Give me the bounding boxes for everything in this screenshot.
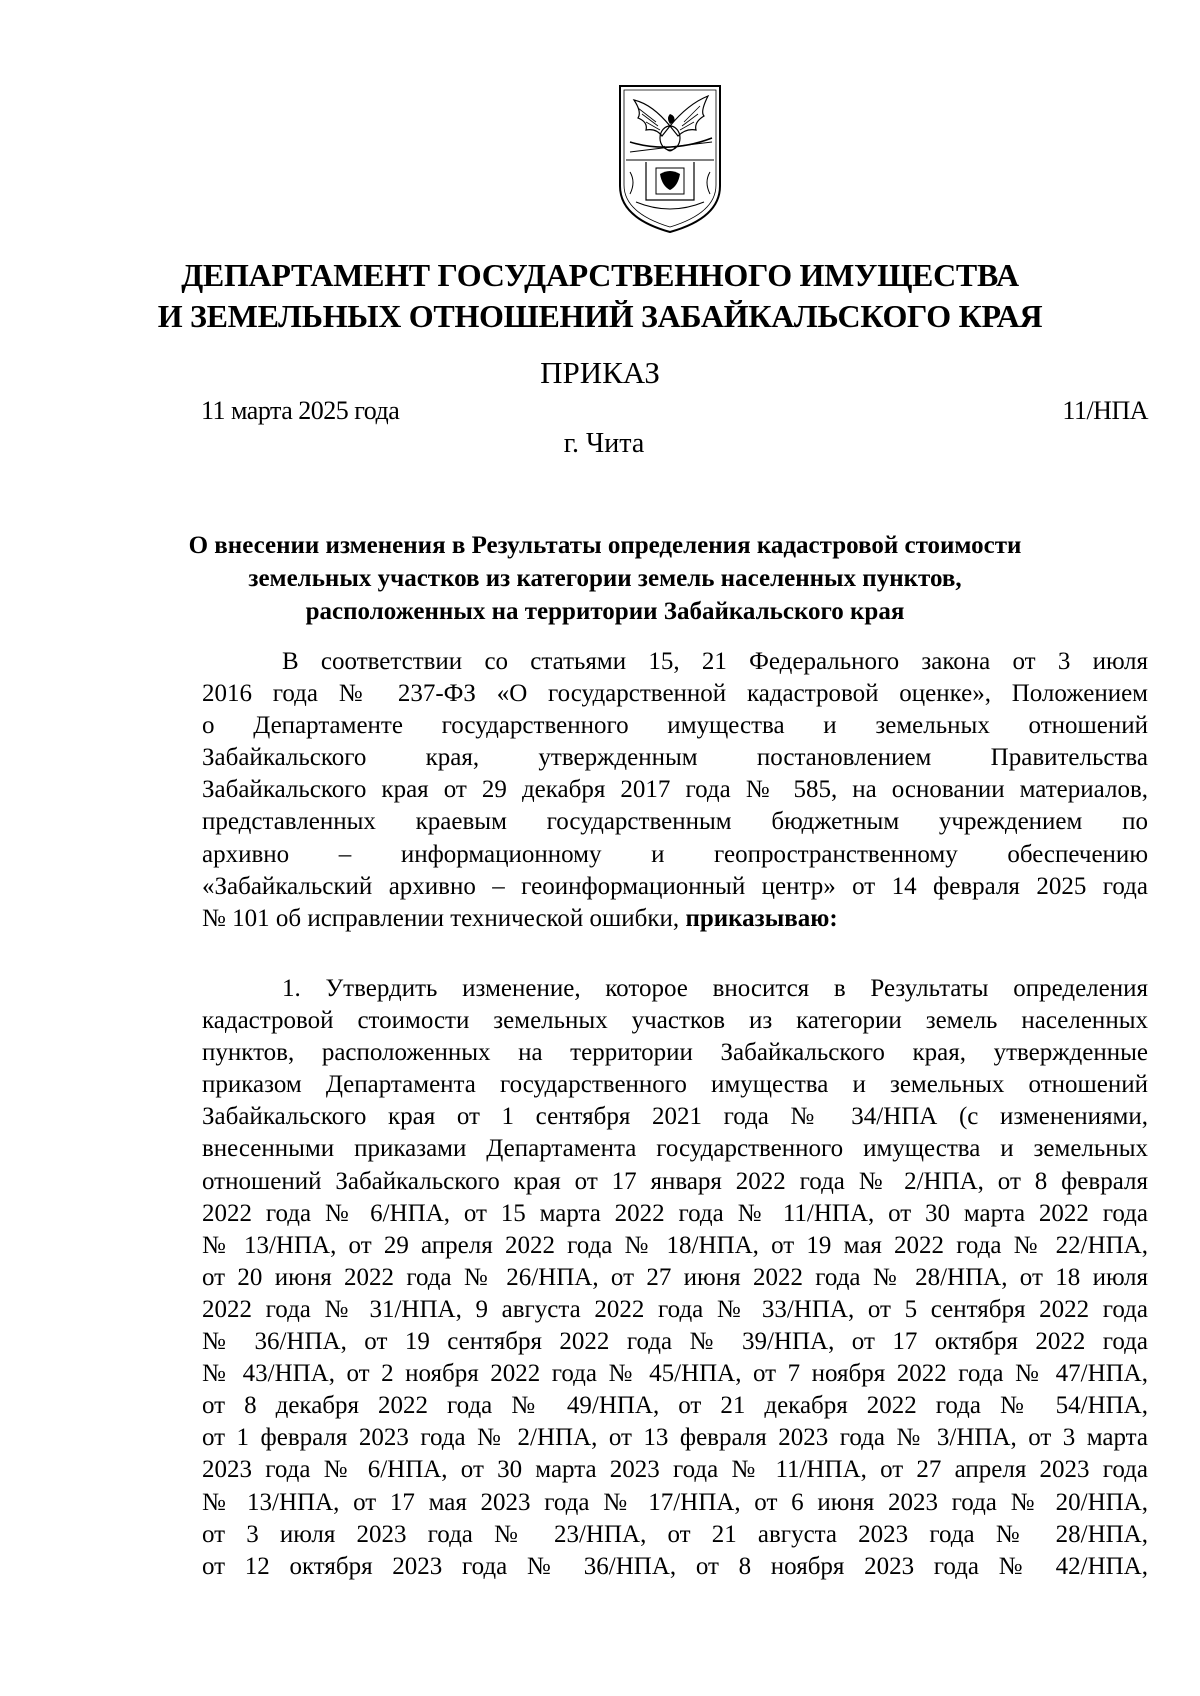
paragraph-line: архивно – информационному и геопространственному обеспечению [202, 840, 1148, 868]
paragraph-line: пунктов, расположенных на территории Забайкальского края, утвержденные [202, 1039, 1148, 1067]
order-verb: приказываю: [685, 904, 838, 932]
order-number: 11/НПА [1062, 396, 1148, 425]
paragraph-line: от 3 июля 2023 года № 23/НПА, от 21 августа 2023 года № 28/НПА, [202, 1520, 1148, 1548]
paragraph-line: № 13/НПА, от 29 апреля 2022 года № 18/НПА, от 19 мая 2022 года № 22/НПА, [202, 1231, 1148, 1259]
coat-of-arms-emblem [616, 82, 724, 234]
paragraph-line: № 43/НПА, от 2 ноября 2022 года № 45/НПА, от 7 ноября 2022 года № 47/НПА, [202, 1360, 1148, 1388]
department-title [0, 255, 1200, 337]
paragraph-line: № 13/НПА, от 17 мая 2023 года № 17/НПА, от 6 июня 2023 года № 20/НПА, [202, 1488, 1148, 1516]
paragraph-line: внесенными приказами Департамента государственного имущества и земельных [202, 1135, 1148, 1163]
paragraph-line-text: № 101 об исправлении технической ошибки, [202, 904, 686, 932]
paragraph-line: отношений Забайкальского края от 17 января 2022 года № 2/НПА, от 8 февраля [202, 1167, 1148, 1195]
subject-line: расположенных на территории Забайкальского края [305, 598, 905, 625]
paragraph-line: 2023 года № 6/НПА, от 30 марта 2023 года № 11/НПА, от 27 апреля 2023 года [202, 1456, 1148, 1484]
paragraph-line: В соответствии со статьями 15, 21 Федерального закона от 3 июля [282, 648, 1148, 675]
paragraph-line: 2016 года № 237-ФЗ «О государственной кадастровой оценке», Положением [202, 680, 1148, 708]
order-subject [150, 529, 1060, 628]
department-title-line1: ДЕПАРТАМЕНТ ГОСУДАРСТВЕННОГО ИМУЩЕСТВА [181, 257, 1019, 293]
paragraph-line: от 8 декабря 2022 года № 49/НПА, от 21 декабря 2022 года № 54/НПА, [202, 1392, 1148, 1420]
paragraph-line: от 20 июня 2022 года № 26/НПА, от 27 июня 2022 года № 28/НПА, от 18 июля [202, 1263, 1148, 1291]
paragraph-line: № 36/НПА, от 19 сентября 2022 года № 39/НПА, от 17 октября 2022 года [202, 1328, 1148, 1356]
paragraph-line: 2022 года № 6/НПА, от 15 марта 2022 года № 11/НПА, от 30 марта 2022 года [202, 1199, 1148, 1227]
paragraph-line: кадастровой стоимости земельных участков из категории земель населенных [202, 1007, 1148, 1035]
paragraph-line: Забайкальского края от 29 декабря 2017 года № 585, на основании материалов, [202, 776, 1148, 804]
paragraph-line: представленных краевым государственным бюджетным учреждением по [202, 808, 1148, 836]
paragraph-line: Забайкальского края, утвержденным постановлением Правительства [202, 744, 1148, 772]
paragraph-line: от 12 октября 2023 года № 36/НПА, от 8 ноября 2023 года № 42/НПА, [202, 1552, 1148, 1580]
subject-line: земельных участков из категории земель населенных пунктов, [248, 565, 962, 592]
paragraph-line [202, 903, 1148, 935]
order-date: 11 марта 2025 года [201, 396, 400, 425]
paragraph-line: Забайкальского края от 1 сентября 2021 года № 34/НПА (с изменениями, [202, 1103, 1148, 1131]
subject-line: О внесении изменения в Результаты определения кадастровой стоимости [188, 532, 1022, 559]
paragraph-line: «Забайкальский архивно – геоинформационный центр» от 14 февраля 2025 года [202, 872, 1148, 900]
city: г. Чита [563, 428, 645, 459]
paragraph-line: от 1 февраля 2023 года № 2/НПА, от 13 февраля 2023 года № 3/НПА, от 3 марта [202, 1424, 1148, 1452]
document-type: ПРИКАЗ [540, 355, 660, 390]
paragraph-line: 1. Утвердить изменение, которое вносится в Результаты определения [282, 975, 1148, 1002]
preamble-paragraph [202, 646, 1148, 935]
department-title-line2: И ЗЕМЕЛЬНЫХ ОТНОШЕНИЙ ЗАБАЙКАЛЬСКОГО КРАЯ [157, 298, 1043, 334]
paragraph-line: 2022 года № 31/НПА, 9 августа 2022 года № 33/НПА, от 5 сентября 2022 года [202, 1295, 1148, 1323]
paragraph-line: о Департаменте государственного имущества и земельных отношений [202, 712, 1148, 740]
paragraph-line: приказом Департамента государственного имущества и земельных отношений [202, 1071, 1148, 1099]
item-1-paragraph [202, 973, 1148, 1583]
